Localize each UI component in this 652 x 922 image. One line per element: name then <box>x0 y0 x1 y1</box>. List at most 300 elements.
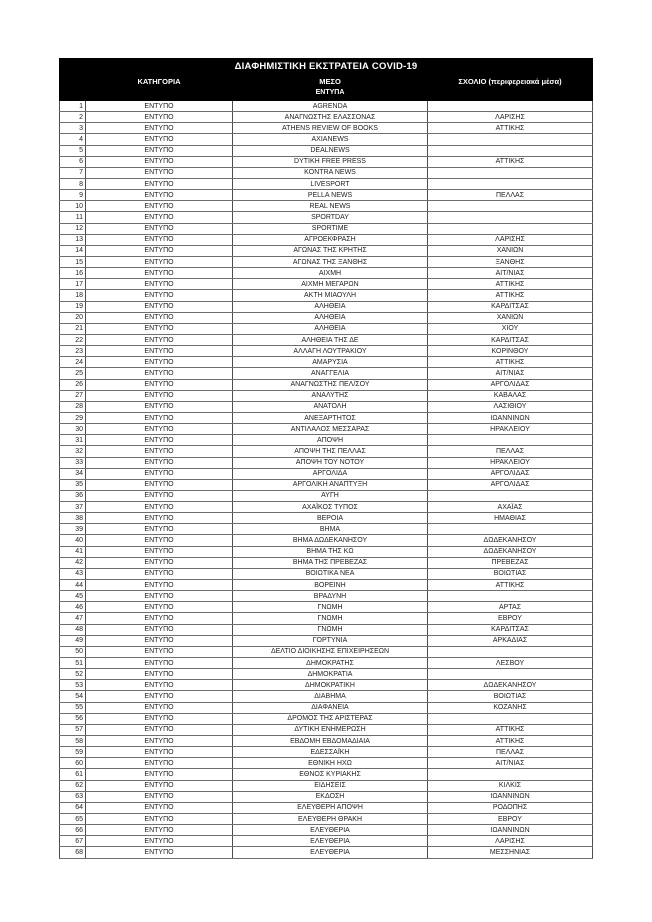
category-cell: ΕΝΤΥΠΟ <box>86 357 233 368</box>
comment-cell: ΑΙΤ/ΝΙΑΣ <box>428 758 593 769</box>
row-number-cell: 9 <box>60 190 86 201</box>
table-row <box>60 490 593 501</box>
table-row <box>60 591 593 602</box>
comment-cell <box>428 490 593 501</box>
medium-cell: SPORTDAY <box>233 212 428 223</box>
section-header-spacer <box>428 89 593 101</box>
table-row <box>60 134 593 145</box>
table-row <box>60 791 593 802</box>
row-number-cell: 35 <box>60 479 86 490</box>
row-number-cell: 20 <box>60 312 86 323</box>
row-number-cell: 43 <box>60 568 86 579</box>
category-cell: ΕΝΤΥΠΟ <box>86 669 233 680</box>
table-row <box>60 167 593 178</box>
comment-cell: ΜΕΣΣΗΝΙΑΣ <box>428 847 593 858</box>
section-label: ΕΝΤΥΠΑ <box>233 89 428 101</box>
table-row <box>60 468 593 479</box>
table-row <box>60 646 593 657</box>
category-cell: ΕΝΤΥΠΟ <box>86 401 233 412</box>
row-number-cell: 7 <box>60 167 86 178</box>
category-cell: ΕΝΤΥΠΟ <box>86 546 233 557</box>
category-cell: ΕΝΤΥΠΟ <box>86 301 233 312</box>
comment-cell: ΚΑΒΑΛΑΣ <box>428 390 593 401</box>
category-cell: ΕΝΤΥΠΟ <box>86 758 233 769</box>
row-number-cell: 38 <box>60 513 86 524</box>
medium-cell: DYTIKH FREE PRESS <box>233 156 428 167</box>
medium-cell: ΑΥΓΗ <box>233 490 428 501</box>
comment-cell <box>428 769 593 780</box>
table-row <box>60 736 593 747</box>
row-number-cell: 52 <box>60 669 86 680</box>
comment-cell: ΑΤΤΙΚΗΣ <box>428 123 593 134</box>
medium-cell: ΑΛΗΘΕΙΑ <box>233 301 428 312</box>
medium-cell: ΓΟΡΤΥΝΙΑ <box>233 635 428 646</box>
medium-cell: ΒΗΜΑ ΔΩΔΕΚΑΝΗΣΟΥ <box>233 535 428 546</box>
row-number-cell: 56 <box>60 713 86 724</box>
row-number-cell: 33 <box>60 457 86 468</box>
row-number-cell: 67 <box>60 836 86 847</box>
table-row <box>60 568 593 579</box>
medium-cell: ΔΡΟΜΟΣ ΤΗΣ ΑΡΙΣΤΕΡΑΣ <box>233 713 428 724</box>
medium-cell: ΓΝΩΜΗ <box>233 624 428 635</box>
category-cell: ΕΝΤΥΠΟ <box>86 390 233 401</box>
comment-cell <box>428 167 593 178</box>
medium-cell: ΒΕΡΟΙΑ <box>233 513 428 524</box>
medium-cell: ΒΗΜΑ ΤΗΣ ΚΩ <box>233 546 428 557</box>
category-cell: ΕΝΤΥΠΟ <box>86 468 233 479</box>
medium-cell: ΕΛΕΥΘΕΡΙΑ <box>233 847 428 858</box>
category-cell: ΕΝΤΥΠΟ <box>86 290 233 301</box>
comment-cell <box>428 646 593 657</box>
category-cell: ΕΝΤΥΠΟ <box>86 825 233 836</box>
row-number-cell: 46 <box>60 602 86 613</box>
table-row <box>60 713 593 724</box>
category-cell: ΕΝΤΥΠΟ <box>86 412 233 423</box>
row-number-cell: 51 <box>60 658 86 669</box>
medium-cell: ΔΙΑΒΗΜΑ <box>233 691 428 702</box>
table-row <box>60 334 593 345</box>
medium-cell: ΑΓΩΝΑΣ ΤΗΣ ΞΑΝΘΗΣ <box>233 256 428 267</box>
medium-cell: ΕΛΕΥΘΕΡΙΑ <box>233 825 428 836</box>
category-cell: ΕΝΤΥΠΟ <box>86 568 233 579</box>
table-row <box>60 379 593 390</box>
category-cell: ΕΝΤΥΠΟ <box>86 769 233 780</box>
row-number-cell: 17 <box>60 279 86 290</box>
medium-cell: ΒΗΜΑ <box>233 524 428 535</box>
category-cell: ΕΝΤΥΠΟ <box>86 557 233 568</box>
table-row <box>60 825 593 836</box>
comment-cell: ΚΑΡΔΙΤΣΑΣ <box>428 334 593 345</box>
category-cell: ΕΝΤΥΠΟ <box>86 112 233 123</box>
comment-cell: ΧΑΝΙΩΝ <box>428 245 593 256</box>
medium-cell: ATHENS REVIEW OF BOOKS <box>233 123 428 134</box>
table-row <box>60 479 593 490</box>
medium-cell: ΑΚΤΗ ΜΙΑΟΥΛΗ <box>233 290 428 301</box>
medium-cell: ΑΙΧΜΗ <box>233 268 428 279</box>
category-cell: ΕΝΤΥΠΟ <box>86 178 233 189</box>
section-header-spacer <box>86 89 233 101</box>
row-number-cell: 1 <box>60 101 86 112</box>
medium-cell: ΑΠΟΨΗ <box>233 435 428 446</box>
row-number-cell: 62 <box>60 780 86 791</box>
table-row <box>60 546 593 557</box>
table-row <box>60 613 593 624</box>
category-cell: ΕΝΤΥΠΟ <box>86 379 233 390</box>
medium-cell: ΑΝΑΤΟΛΗ <box>233 401 428 412</box>
row-number-cell: 57 <box>60 724 86 735</box>
table-row <box>60 412 593 423</box>
table-row <box>60 323 593 334</box>
category-cell: ΕΝΤΥΠΟ <box>86 602 233 613</box>
row-number-cell: 10 <box>60 201 86 212</box>
row-number-cell: 39 <box>60 524 86 535</box>
row-number-cell: 49 <box>60 635 86 646</box>
row-number-cell: 45 <box>60 591 86 602</box>
category-cell: ΕΝΤΥΠΟ <box>86 736 233 747</box>
comment-cell <box>428 178 593 189</box>
row-number-cell: 58 <box>60 736 86 747</box>
comment-column-header: ΣΧΟΛΙΟ (περιφερειακά μέσα) <box>428 74 593 89</box>
category-cell: ΕΝΤΥΠΟ <box>86 490 233 501</box>
comment-cell: ΑΡΓΟΛΙΔΑΣ <box>428 468 593 479</box>
table-row <box>60 702 593 713</box>
table-row <box>60 457 593 468</box>
category-cell: ΕΝΤΥΠΟ <box>86 457 233 468</box>
medium-cell: ΑΡΓΟΛΙΔΑ <box>233 468 428 479</box>
comment-cell: ΒΟΙΩΤΙΑΣ <box>428 568 593 579</box>
comment-cell: ΞΑΝΘΗΣ <box>428 256 593 267</box>
comment-cell: ΑΤΤΙΚΗΣ <box>428 290 593 301</box>
medium-column-header: ΜΕΣΟ <box>233 74 428 89</box>
comment-cell: ΑΤΤΙΚΗΣ <box>428 724 593 735</box>
table-row <box>60 401 593 412</box>
comment-cell: ΑΡΚΑΔΙΑΣ <box>428 635 593 646</box>
comment-cell: ΚΟΖΑΝΗΣ <box>428 702 593 713</box>
table-row <box>60 802 593 813</box>
comment-cell: ΑΙΤ/ΝΙΑΣ <box>428 368 593 379</box>
table-row <box>60 446 593 457</box>
table-row <box>60 178 593 189</box>
table-row <box>60 769 593 780</box>
comment-cell: ΔΩΔΕΚΑΝΗΣΟΥ <box>428 680 593 691</box>
row-number-cell: 4 <box>60 134 86 145</box>
table-row <box>60 346 593 357</box>
comment-cell: ΙΩΑΝΝΙΝΩΝ <box>428 791 593 802</box>
table-row <box>60 245 593 256</box>
row-number-cell: 36 <box>60 490 86 501</box>
comment-cell: ΛΑΡΙΣΗΣ <box>428 234 593 245</box>
medium-cell: ΒΟΡΕΙΝΗ <box>233 580 428 591</box>
medium-cell: ΒΗΜΑ ΤΗΣ ΠΡΕΒΕΖΑΣ <box>233 557 428 568</box>
row-number-cell: 14 <box>60 245 86 256</box>
medium-cell: ΕΙΔΗΣΕΙΣ <box>233 780 428 791</box>
table-row <box>60 836 593 847</box>
comment-cell <box>428 145 593 156</box>
section-header-row <box>60 89 593 101</box>
comment-cell: ΛΑΡΙΣΗΣ <box>428 112 593 123</box>
category-cell: ΕΝΤΥΠΟ <box>86 680 233 691</box>
medium-cell: AGRENDA <box>233 101 428 112</box>
medium-cell: ΕΛΕΥΘΕΡΗ ΑΠΟΨΗ <box>233 802 428 813</box>
medium-cell: ΔΗΜΟΚΡΑΤΙΚΗ <box>233 680 428 691</box>
medium-cell: ΑΝΑΛΥΤΗΣ <box>233 390 428 401</box>
comment-cell: ΔΩΔΕΚΑΝΗΣΟΥ <box>428 546 593 557</box>
category-cell: ΕΝΤΥΠΟ <box>86 368 233 379</box>
medium-cell: SPORTIME <box>233 223 428 234</box>
table-row <box>60 290 593 301</box>
medium-cell: REAL NEWS <box>233 201 428 212</box>
category-cell: ΕΝΤΥΠΟ <box>86 424 233 435</box>
table-row <box>60 201 593 212</box>
table-row <box>60 557 593 568</box>
category-cell: ΕΝΤΥΠΟ <box>86 123 233 134</box>
comment-cell: ΗΡΑΚΛΕΙΟΥ <box>428 457 593 468</box>
table-row <box>60 190 593 201</box>
medium-cell: ΔΗΜΟΚΡΑΤΙΑ <box>233 669 428 680</box>
category-cell: ΕΝΤΥΠΟ <box>86 234 233 245</box>
medium-cell: ΑΛΛΑΓΗ ΛΟΥΤΡΑΚΙΟΥ <box>233 346 428 357</box>
category-cell: ΕΝΤΥΠΟ <box>86 524 233 535</box>
comment-cell: ΙΩΑΝΝΙΝΩΝ <box>428 412 593 423</box>
category-cell: ΕΝΤΥΠΟ <box>86 156 233 167</box>
comment-cell: ΑΧΑΪΑΣ <box>428 502 593 513</box>
comment-cell: ΑΤΤΙΚΗΣ <box>428 357 593 368</box>
medium-cell: ΓΝΩΜΗ <box>233 602 428 613</box>
number-column-header <box>60 74 86 89</box>
comment-cell: ΗΡΑΚΛΕΙΟΥ <box>428 424 593 435</box>
category-cell: ΕΝΤΥΠΟ <box>86 691 233 702</box>
table-row <box>60 101 593 112</box>
row-number-cell: 50 <box>60 646 86 657</box>
comment-cell: ΑΡΓΟΛΙΔΑΣ <box>428 479 593 490</box>
comment-cell <box>428 201 593 212</box>
category-cell: ΕΝΤΥΠΟ <box>86 212 233 223</box>
row-number-cell: 44 <box>60 580 86 591</box>
category-cell: ΕΝΤΥΠΟ <box>86 101 233 112</box>
table-row <box>60 301 593 312</box>
category-cell: ΕΝΤΥΠΟ <box>86 346 233 357</box>
medium-cell: ΑΠΟΨΗ ΤΟΥ ΝΟΤΟΥ <box>233 457 428 468</box>
row-number-cell: 11 <box>60 212 86 223</box>
row-number-cell: 26 <box>60 379 86 390</box>
row-number-cell: 28 <box>60 401 86 412</box>
table-row <box>60 145 593 156</box>
table-row <box>60 502 593 513</box>
category-cell: ΕΝΤΥΠΟ <box>86 245 233 256</box>
comment-cell: ΑΤΤΙΚΗΣ <box>428 736 593 747</box>
comment-cell: ΑΙΤ/ΝΙΑΣ <box>428 268 593 279</box>
row-number-cell: 34 <box>60 468 86 479</box>
comment-cell: ΑΡΓΟΛΙΔΑΣ <box>428 379 593 390</box>
campaign-table <box>59 58 593 859</box>
medium-cell: ΑΓΡΟΕΚΦΡΑΣΗ <box>233 234 428 245</box>
comment-cell: ΑΡΤΑΣ <box>428 602 593 613</box>
row-number-cell: 65 <box>60 814 86 825</box>
table-row <box>60 724 593 735</box>
table-row <box>60 780 593 791</box>
category-cell: ΕΝΤΥΠΟ <box>86 167 233 178</box>
table-header <box>60 59 593 101</box>
category-cell: ΕΝΤΥΠΟ <box>86 624 233 635</box>
row-number-cell: 18 <box>60 290 86 301</box>
row-number-cell: 68 <box>60 847 86 858</box>
category-cell: ΕΝΤΥΠΟ <box>86 134 233 145</box>
medium-cell: ΔΥΤΙΚΗ ΕΝΗΜΕΡΩΣΗ <box>233 724 428 735</box>
medium-cell: KONTRA NEWS <box>233 167 428 178</box>
row-number-cell: 41 <box>60 546 86 557</box>
row-number-cell: 30 <box>60 424 86 435</box>
comment-cell: ΕΒΡΟΥ <box>428 613 593 624</box>
medium-cell: ΑΜΑΡΥΣΙΑ <box>233 357 428 368</box>
row-number-cell: 31 <box>60 435 86 446</box>
table-body <box>60 101 593 859</box>
table-row <box>60 212 593 223</box>
table-row <box>60 691 593 702</box>
medium-cell: ΕΘΝΟΣ ΚΥΡΙΑΚΗΣ <box>233 769 428 780</box>
category-cell: ΕΝΤΥΠΟ <box>86 145 233 156</box>
table-row <box>60 747 593 758</box>
category-cell: ΕΝΤΥΠΟ <box>86 334 233 345</box>
table-row <box>60 268 593 279</box>
comment-cell <box>428 524 593 535</box>
medium-cell: ΑΝΑΓΝΩΣΤΗΣ ΠΕΛ/ΣΟΥ <box>233 379 428 390</box>
category-cell: ΕΝΤΥΠΟ <box>86 256 233 267</box>
row-number-cell: 5 <box>60 145 86 156</box>
table-row <box>60 234 593 245</box>
row-number-cell: 37 <box>60 502 86 513</box>
category-cell: ΕΝΤΥΠΟ <box>86 747 233 758</box>
row-number-cell: 66 <box>60 825 86 836</box>
category-cell: ΕΝΤΥΠΟ <box>86 535 233 546</box>
category-cell: ΕΝΤΥΠΟ <box>86 658 233 669</box>
medium-cell: ΕΛΕΥΘΕΡΙΑ <box>233 836 428 847</box>
comment-cell: ΒΟΙΩΤΙΑΣ <box>428 691 593 702</box>
table-row <box>60 680 593 691</box>
medium-cell: ΕΒΔΟΜΗ ΕΒΔΟΜΑΔΙΑΙΑ <box>233 736 428 747</box>
comment-cell: ΚΟΡΙΝΘΟΥ <box>428 346 593 357</box>
category-cell: ΕΝΤΥΠΟ <box>86 836 233 847</box>
medium-cell: ΑΧΑΪΚΟΣ ΤΥΠΟΣ <box>233 502 428 513</box>
row-number-cell: 2 <box>60 112 86 123</box>
category-cell: ΕΝΤΥΠΟ <box>86 724 233 735</box>
category-cell: ΕΝΤΥΠΟ <box>86 702 233 713</box>
medium-cell: ΔΗΜΟΚΡΑΤΗΣ <box>233 658 428 669</box>
comment-cell: ΡΟΔΟΠΗΣ <box>428 802 593 813</box>
row-number-cell: 16 <box>60 268 86 279</box>
medium-cell: LIVESPORT <box>233 178 428 189</box>
comment-cell: ΚΑΡΔΙΤΣΑΣ <box>428 624 593 635</box>
row-number-cell: 60 <box>60 758 86 769</box>
medium-cell: AXIANEWS <box>233 134 428 145</box>
comment-cell: ΑΤΤΙΚΗΣ <box>428 580 593 591</box>
category-cell: ΕΝΤΥΠΟ <box>86 223 233 234</box>
comment-cell: ΗΜΑΘΙΑΣ <box>428 513 593 524</box>
category-cell: ΕΝΤΥΠΟ <box>86 802 233 813</box>
medium-cell: ΒΟΙΩΤΙΚΑ ΝΕΑ <box>233 568 428 579</box>
comment-cell <box>428 101 593 112</box>
row-number-cell: 47 <box>60 613 86 624</box>
row-number-cell: 40 <box>60 535 86 546</box>
row-number-cell: 12 <box>60 223 86 234</box>
comment-cell: ΠΕΛΛΑΣ <box>428 446 593 457</box>
medium-cell: DEALNEWS <box>233 145 428 156</box>
table-row <box>60 279 593 290</box>
table-row <box>60 123 593 134</box>
medium-cell: ΑΝΕΞΑΡΤΗΤΟΣ <box>233 412 428 423</box>
row-number-cell: 15 <box>60 256 86 267</box>
table-row <box>60 368 593 379</box>
row-number-cell: 32 <box>60 446 86 457</box>
medium-cell: ΑΓΩΝΑΣ ΤΗΣ ΚΡΗΤΗΣ <box>233 245 428 256</box>
category-cell: ΕΝΤΥΠΟ <box>86 791 233 802</box>
comment-cell: ΧΙΟΥ <box>428 323 593 334</box>
medium-cell: ΕΔΕΣΣΑΪΚΗ <box>233 747 428 758</box>
category-cell: ΕΝΤΥΠΟ <box>86 479 233 490</box>
medium-cell: ΑΝΑΓΝΩΣΤΗΣ ΕΛΑΣΣΟΝΑΣ <box>233 112 428 123</box>
table-row <box>60 847 593 858</box>
table-row <box>60 156 593 167</box>
medium-cell: ΕΚΔΟΣΗ <box>233 791 428 802</box>
category-cell: ΕΝΤΥΠΟ <box>86 201 233 212</box>
category-cell: ΕΝΤΥΠΟ <box>86 435 233 446</box>
medium-cell: PELLA NEWS <box>233 190 428 201</box>
row-number-cell: 27 <box>60 390 86 401</box>
row-number-cell: 42 <box>60 557 86 568</box>
table-row <box>60 524 593 535</box>
medium-cell: ΒΡΑΔΥΝΗ <box>233 591 428 602</box>
page-title: ΔΙΑΦΗΜΙΣΤΙΚΗ ΕΚΣΤΡΑΤΕΙΑ COVID-19 <box>60 59 593 74</box>
title-row <box>60 59 593 74</box>
comment-cell: ΛΑΣΙΘΙΟΥ <box>428 401 593 412</box>
medium-cell: ΕΛΕΥΘΕΡΗ ΘΡΑΚΗ <box>233 814 428 825</box>
comment-cell <box>428 669 593 680</box>
row-number-cell: 61 <box>60 769 86 780</box>
comment-cell: ΑΤΤΙΚΗΣ <box>428 279 593 290</box>
medium-cell: ΔΙΑΦΑΝΕΙΑ <box>233 702 428 713</box>
category-cell: ΕΝΤΥΠΟ <box>86 268 233 279</box>
table-row <box>60 390 593 401</box>
medium-cell: ΑΙΧΜΗ ΜΕΓΑΡΩΝ <box>233 279 428 290</box>
comment-cell: ΛΕΣΒΟΥ <box>428 658 593 669</box>
medium-cell: ΕΘΝΙΚΗ ΗΧΩ <box>233 758 428 769</box>
comment-cell <box>428 435 593 446</box>
category-cell: ΕΝΤΥΠΟ <box>86 190 233 201</box>
medium-cell: ΓΝΩΜΗ <box>233 613 428 624</box>
comment-cell: ΛΑΡΙΣΗΣ <box>428 836 593 847</box>
category-cell: ΕΝΤΥΠΟ <box>86 814 233 825</box>
table-row <box>60 357 593 368</box>
comment-cell <box>428 223 593 234</box>
comment-cell <box>428 212 593 223</box>
table-row <box>60 814 593 825</box>
comment-cell: ΚΙΛΚΙΣ <box>428 780 593 791</box>
row-number-cell: 63 <box>60 791 86 802</box>
medium-cell: ΑΠΟΨΗ ΤΗΣ ΠΕΛΛΑΣ <box>233 446 428 457</box>
medium-cell: ΑΡΓΟΛΙΚΗ ΑΝΑΠΤΥΞΗ <box>233 479 428 490</box>
comment-cell <box>428 713 593 724</box>
category-cell: ΕΝΤΥΠΟ <box>86 847 233 858</box>
comment-cell: ΠΕΛΛΑΣ <box>428 190 593 201</box>
section-header-spacer <box>60 89 86 101</box>
row-number-cell: 6 <box>60 156 86 167</box>
category-cell: ΕΝΤΥΠΟ <box>86 646 233 657</box>
comment-cell <box>428 134 593 145</box>
category-cell: ΕΝΤΥΠΟ <box>86 613 233 624</box>
comment-cell: ΔΩΔΕΚΑΝΗΣΟΥ <box>428 535 593 546</box>
medium-cell: ΑΛΗΘΕΙΑ <box>233 312 428 323</box>
table-row <box>60 635 593 646</box>
table-row <box>60 580 593 591</box>
